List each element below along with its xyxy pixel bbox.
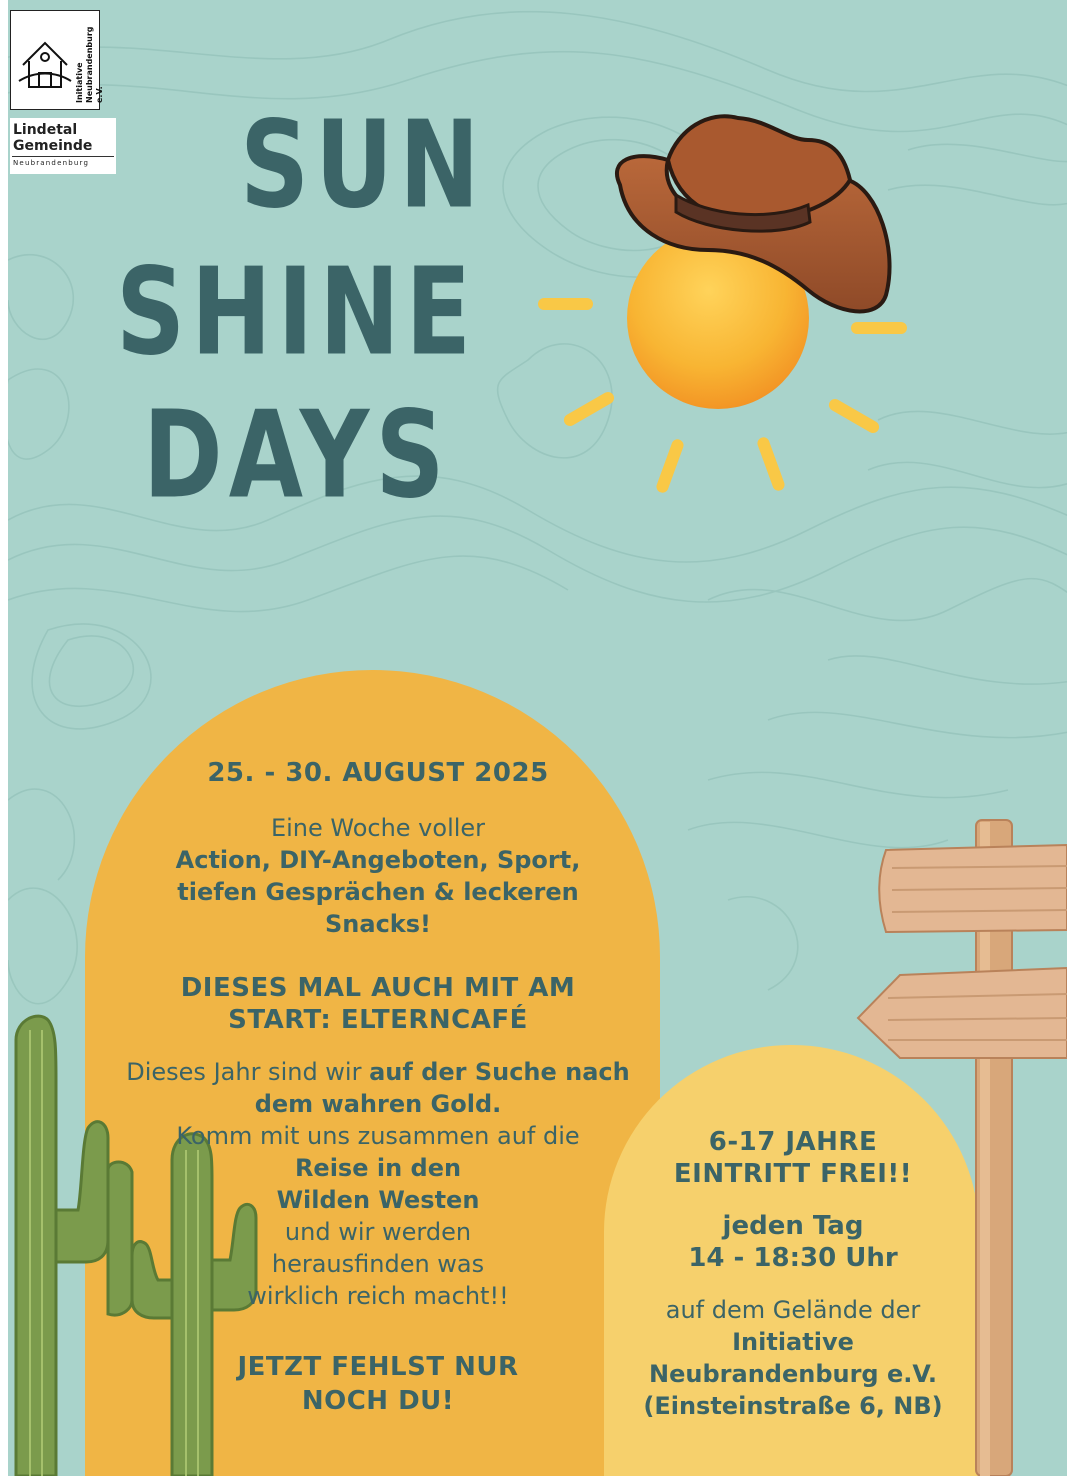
gold-end-line2: herausfinden was [271, 1250, 485, 1278]
time-line1: jeden Tag [722, 1211, 864, 1241]
event-poster [8, 0, 1067, 1476]
title-line-days: DAYS [143, 385, 451, 525]
gold-bold: auf der Suche nach dem wahren Gold. [254, 1058, 630, 1118]
gold-story [118, 1056, 638, 1312]
event-date: 25. - 30. AUGUST 2025 [207, 758, 549, 788]
event-intro: Eine Woche voller [270, 814, 486, 842]
lindetal-logo-line2: Gemeinde [13, 138, 93, 154]
initiative-logo-text: Initiative Neubrandenburg e.V. [75, 26, 104, 103]
elterncafe-line2: START: ELTERNCAFÉ [228, 1005, 528, 1035]
title-line-sun: SUN [240, 95, 486, 235]
gold-end-line1: und wir werden [284, 1218, 472, 1246]
title-line-shine: SHINE [116, 242, 478, 382]
place-line4: (Einsteinstraße 6, NB) [643, 1392, 943, 1420]
gold-bold2-line2: Wilden Westen [276, 1186, 480, 1214]
gold-end-line3: wirklich reich macht!! [247, 1282, 509, 1310]
cta-line2: NOCH DU! [301, 1386, 455, 1416]
place-line3: Neubrandenburg e.V. [649, 1360, 937, 1388]
gold-mid: Komm mit uns zusammen auf die [176, 1122, 580, 1150]
place-line1: auf dem Gelände der [665, 1296, 921, 1324]
cta-line1: JETZT FEHLST NUR [237, 1352, 519, 1382]
age-and-entry [623, 1126, 963, 1190]
event-location [623, 1294, 963, 1422]
ages-line1: 6-17 JAHRE [708, 1127, 878, 1157]
lindetal-logo-line1: Lindetal [13, 122, 78, 138]
elterncafe-line1: DIESES MAL AUCH MIT AM [180, 973, 576, 1003]
call-to-action [158, 1350, 598, 1418]
event-description [128, 812, 628, 940]
lindetal-logo-line3: Neubrandenburg [13, 159, 90, 167]
opening-times [623, 1210, 963, 1274]
ages-line2: EINTRITT FREI!! [673, 1159, 913, 1189]
elterncafe-notice [128, 972, 628, 1036]
place-line2: Initiative [732, 1328, 854, 1356]
time-line2: 14 - 18:30 Uhr [688, 1243, 898, 1273]
gold-bold2-line1: Reise in den [294, 1154, 462, 1182]
event-activities: Action, DIY-Angeboten, Sport, tiefen Gesprächen & leckeren Snacks! [175, 846, 581, 938]
gold-pre: Dieses Jahr sind wir [126, 1058, 370, 1086]
